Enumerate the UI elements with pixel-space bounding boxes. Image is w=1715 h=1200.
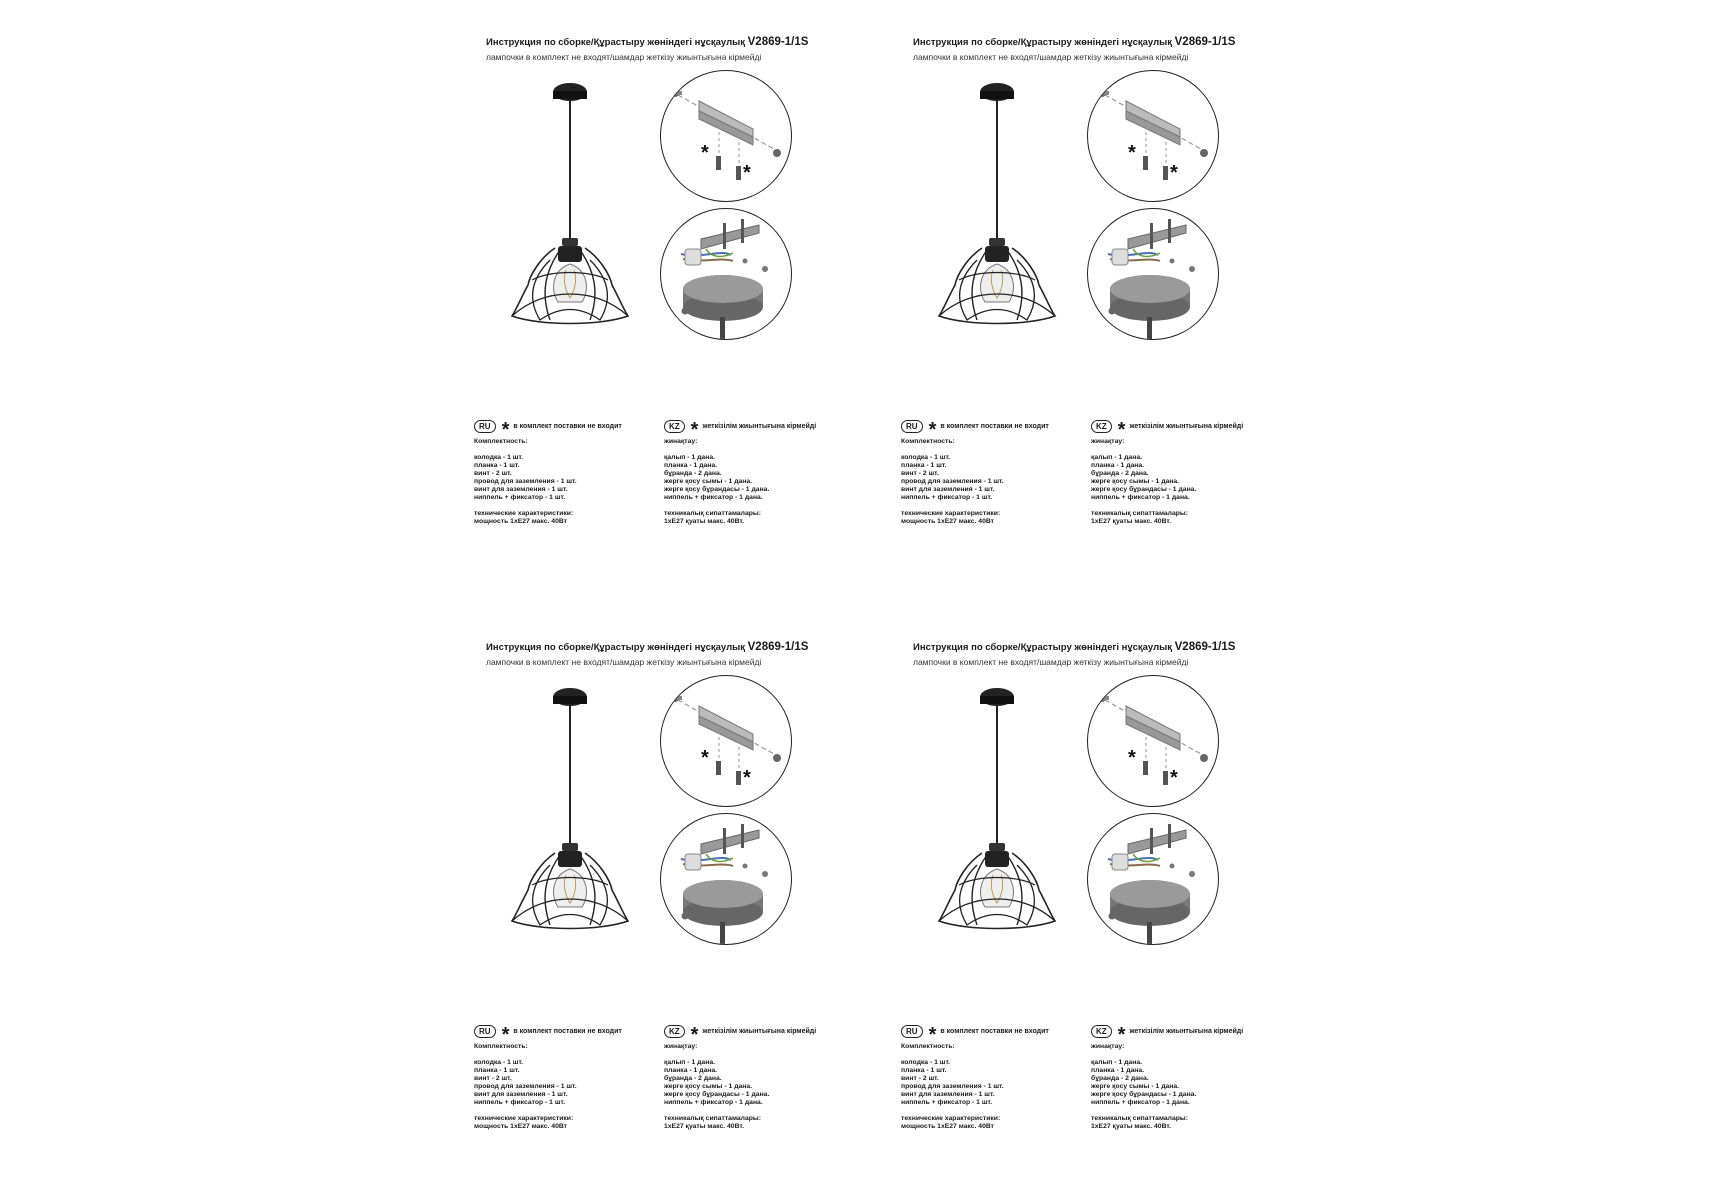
kz-language-badge: KZ <box>664 1025 685 1038</box>
ru-contents-list <box>474 1059 649 1107</box>
model-number: V2869-1/1S <box>747 36 809 48</box>
kz-contents-list <box>664 454 839 502</box>
ru-contents-list <box>901 454 1076 502</box>
kz-spec-value: 1хЕ27 қуаты макс. 40Вт. <box>664 518 745 525</box>
kz-spec-value: 1хЕ27 қуаты макс. 40Вт. <box>664 1123 745 1130</box>
list-item: жерге қосу бұрандасы - 1 дана. <box>1091 486 1197 493</box>
kz-contents-heading: жинақтау: <box>1091 438 1125 445</box>
list-item: жерге қосу бұрандасы - 1 дана. <box>1091 1091 1197 1098</box>
list-item: винт для заземления - 1 шт. <box>901 1091 995 1098</box>
list-item: қалып - 1 дана. <box>664 1059 715 1066</box>
list-item: провод для заземления - 1 шт. <box>901 478 1004 485</box>
list-item: бұранда - 2 дана. <box>1091 470 1149 477</box>
ru-language-badge: RU <box>474 1025 496 1038</box>
list-item: жерге қосу сымы - 1 дана. <box>1091 478 1180 485</box>
instruction-subtitle: лампочки в комплект не входят/шамдар жеткізу жиынтығына кірмейді <box>913 52 1189 62</box>
kz-language-badge: KZ <box>1091 1025 1112 1038</box>
title-text: Инструкция по сборке/Құрастыру жөніндегі нұсқаулық <box>913 37 1172 48</box>
kz-language-badge: KZ <box>1091 420 1112 433</box>
list-item: планка - 1 шт. <box>474 462 520 469</box>
kz-section <box>1091 1023 1266 1131</box>
mounting-bracket-diagram <box>1087 675 1219 807</box>
list-item: ниппель + фиксатор - 1 шт. <box>474 1099 566 1106</box>
kz-language-badge: KZ <box>664 420 685 433</box>
kz-contents-list <box>1091 1059 1266 1107</box>
mounting-bracket-diagram <box>660 675 792 807</box>
ru-section <box>474 418 649 526</box>
kz-section <box>664 418 839 526</box>
kz-spec-value: 1хЕ27 қуаты макс. 40Вт. <box>1091 1123 1172 1130</box>
instruction-block <box>470 615 870 1135</box>
ru-language-badge: RU <box>474 420 496 433</box>
asterisk-marker: * <box>1128 142 1136 164</box>
list-item: ниппель + фиксатор - 1 дана. <box>1091 1099 1190 1106</box>
instruction-block <box>897 615 1297 1135</box>
asterisk-icon: * <box>690 1024 699 1046</box>
kz-contents-list <box>1091 454 1266 502</box>
kz-contents-heading: жинақтау: <box>664 438 698 445</box>
kz-contents-heading: жинақтау: <box>1091 1043 1125 1050</box>
title-text: Инструкция по сборке/Құрастыру жөніндегі нұсқаулық <box>486 642 745 653</box>
ru-spec-value: мощность 1хЕ27 макс. 40Вт <box>901 518 995 525</box>
instruction-subtitle: лампочки в комплект не входят/шамдар жеткізу жиынтығына кірмейді <box>486 657 762 667</box>
list-item: планка - 1 шт. <box>474 1067 520 1074</box>
pendant-lamp-illustration <box>937 685 1057 935</box>
instruction-subtitle: лампочки в комплект не входят/шамдар жеткізу жиынтығына кірмейді <box>486 52 762 62</box>
list-item: қалып - 1 дана. <box>664 454 715 461</box>
kz-contents-list <box>664 1059 839 1107</box>
instruction-title <box>913 641 1235 653</box>
list-item: винт - 2 шт. <box>474 1075 512 1082</box>
asterisk-marker: * <box>1170 162 1178 184</box>
ru-section <box>901 1023 1076 1131</box>
kz-not-included-note: жеткізілім жиынтығына кірмейді <box>702 1027 817 1035</box>
list-item: жерге қосу сымы - 1 дана. <box>664 478 753 485</box>
model-number: V2869-1/1S <box>1174 641 1236 653</box>
ru-spec-heading: технические характеристики: <box>901 1115 1001 1122</box>
list-item: қалып - 1 дана. <box>1091 454 1142 461</box>
list-item: жерге қосу бұрандасы - 1 дана. <box>664 1091 770 1098</box>
list-item: планка - 1 дана. <box>1091 1067 1145 1074</box>
list-item: бұранда - 2 дана. <box>1091 1075 1149 1082</box>
ru-spec-value: мощность 1хЕ27 макс. 40Вт <box>474 518 568 525</box>
ru-spec-heading: технические характеристики: <box>474 510 574 517</box>
list-item: жерге қосу сымы - 1 дана. <box>664 1083 753 1090</box>
title-text: Инструкция по сборке/Құрастыру жөніндегі нұсқаулық <box>486 37 745 48</box>
ru-contents-heading: Комплектность: <box>474 438 528 445</box>
ru-contents-heading: Комплектность: <box>474 1043 528 1050</box>
list-item: колодка - 1 шт. <box>474 454 524 461</box>
ru-section <box>901 418 1076 526</box>
list-item: колодка - 1 шт. <box>901 454 951 461</box>
canopy-wiring-diagram <box>660 208 792 340</box>
kz-spec-heading: техникалық сипаттамалары: <box>664 510 761 517</box>
ru-spec-heading: технические характеристики: <box>474 1115 574 1122</box>
ru-not-included-note: в комплект поставки не входит <box>513 422 622 430</box>
list-item: ниппель + фиксатор - 1 шт. <box>901 1099 993 1106</box>
instruction-title <box>486 36 808 48</box>
canopy-wiring-diagram <box>1087 813 1219 945</box>
ru-contents-heading: Комплектность: <box>901 438 955 445</box>
pendant-lamp-illustration <box>510 685 630 935</box>
asterisk-icon: * <box>1117 1024 1126 1046</box>
asterisk-marker: * <box>701 142 709 164</box>
model-number: V2869-1/1S <box>747 641 809 653</box>
list-item: ниппель + фиксатор - 1 шт. <box>901 494 993 501</box>
mounting-bracket-diagram <box>660 70 792 202</box>
kz-section <box>1091 418 1266 526</box>
list-item: провод для заземления - 1 шт. <box>474 478 577 485</box>
list-item: винт для заземления - 1 шт. <box>474 486 568 493</box>
asterisk-marker: * <box>1128 747 1136 769</box>
instruction-title <box>913 36 1235 48</box>
instruction-block <box>470 10 870 530</box>
asterisk-icon: * <box>928 1024 937 1046</box>
list-item: ниппель + фиксатор - 1 дана. <box>664 1099 763 1106</box>
pendant-lamp-illustration <box>937 80 1057 330</box>
ru-not-included-note: в комплект поставки не входит <box>513 1027 622 1035</box>
asterisk-marker: * <box>1170 767 1178 789</box>
ru-section <box>474 1023 649 1131</box>
list-item: ниппель + фиксатор - 1 дана. <box>1091 494 1190 501</box>
list-item: бұранда - 2 дана. <box>664 1075 722 1082</box>
model-number: V2869-1/1S <box>1174 36 1236 48</box>
list-item: винт - 2 шт. <box>474 470 512 477</box>
kz-not-included-note: жеткізілім жиынтығына кірмейді <box>702 422 817 430</box>
ru-language-badge: RU <box>901 1025 923 1038</box>
ru-spec-value: мощность 1хЕ27 макс. 40Вт <box>901 1123 995 1130</box>
kz-section <box>664 1023 839 1131</box>
kz-spec-heading: техникалық сипаттамалары: <box>1091 510 1188 517</box>
list-item: провод для заземления - 1 шт. <box>474 1083 577 1090</box>
instruction-block <box>897 10 1297 530</box>
list-item: ниппель + фиксатор - 1 дана. <box>664 494 763 501</box>
asterisk-icon: * <box>501 1024 510 1046</box>
asterisk-marker: * <box>743 162 751 184</box>
list-item: винт для заземления - 1 шт. <box>901 486 995 493</box>
ru-language-badge: RU <box>901 420 923 433</box>
asterisk-icon: * <box>501 419 510 441</box>
asterisk-marker: * <box>743 767 751 789</box>
list-item: колодка - 1 шт. <box>901 1059 951 1066</box>
title-text: Инструкция по сборке/Құрастыру жөніндегі нұсқаулық <box>913 642 1172 653</box>
mounting-bracket-diagram <box>1087 70 1219 202</box>
kz-spec-heading: техникалық сипаттамалары: <box>1091 1115 1188 1122</box>
kz-contents-heading: жинақтау: <box>664 1043 698 1050</box>
kz-spec-heading: техникалық сипаттамалары: <box>664 1115 761 1122</box>
list-item: жерге қосу бұрандасы - 1 дана. <box>664 486 770 493</box>
list-item: планка - 1 дана. <box>664 462 718 469</box>
list-item: қалып - 1 дана. <box>1091 1059 1142 1066</box>
canopy-wiring-diagram <box>1087 208 1219 340</box>
canopy-wiring-diagram <box>660 813 792 945</box>
list-item: бұранда - 2 дана. <box>664 470 722 477</box>
pendant-lamp-illustration <box>510 80 630 330</box>
ru-spec-value: мощность 1хЕ27 макс. 40Вт <box>474 1123 568 1130</box>
list-item: планка - 1 шт. <box>901 1067 947 1074</box>
ru-spec-heading: технические характеристики: <box>901 510 1001 517</box>
list-item: планка - 1 дана. <box>664 1067 718 1074</box>
kz-not-included-note: жеткізілім жиынтығына кірмейді <box>1129 1027 1244 1035</box>
kz-spec-value: 1хЕ27 қуаты макс. 40Вт. <box>1091 518 1172 525</box>
list-item: ниппель + фиксатор - 1 шт. <box>474 494 566 501</box>
asterisk-icon: * <box>928 419 937 441</box>
list-item: колодка - 1 шт. <box>474 1059 524 1066</box>
list-item: провод для заземления - 1 шт. <box>901 1083 1004 1090</box>
list-item: винт - 2 шт. <box>901 1075 939 1082</box>
ru-contents-list <box>901 1059 1076 1107</box>
list-item: планка - 1 шт. <box>901 462 947 469</box>
asterisk-icon: * <box>1117 419 1126 441</box>
instruction-subtitle: лампочки в комплект не входят/шамдар жеткізу жиынтығына кірмейді <box>913 657 1189 667</box>
list-item: винт для заземления - 1 шт. <box>474 1091 568 1098</box>
ru-not-included-note: в комплект поставки не входит <box>940 422 1049 430</box>
kz-not-included-note: жеткізілім жиынтығына кірмейді <box>1129 422 1244 430</box>
instruction-title <box>486 641 808 653</box>
list-item: винт - 2 шт. <box>901 470 939 477</box>
list-item: планка - 1 дана. <box>1091 462 1145 469</box>
ru-not-included-note: в комплект поставки не входит <box>940 1027 1049 1035</box>
ru-contents-list <box>474 454 649 502</box>
asterisk-marker: * <box>701 747 709 769</box>
list-item: жерге қосу сымы - 1 дана. <box>1091 1083 1180 1090</box>
asterisk-icon: * <box>690 419 699 441</box>
ru-contents-heading: Комплектность: <box>901 1043 955 1050</box>
